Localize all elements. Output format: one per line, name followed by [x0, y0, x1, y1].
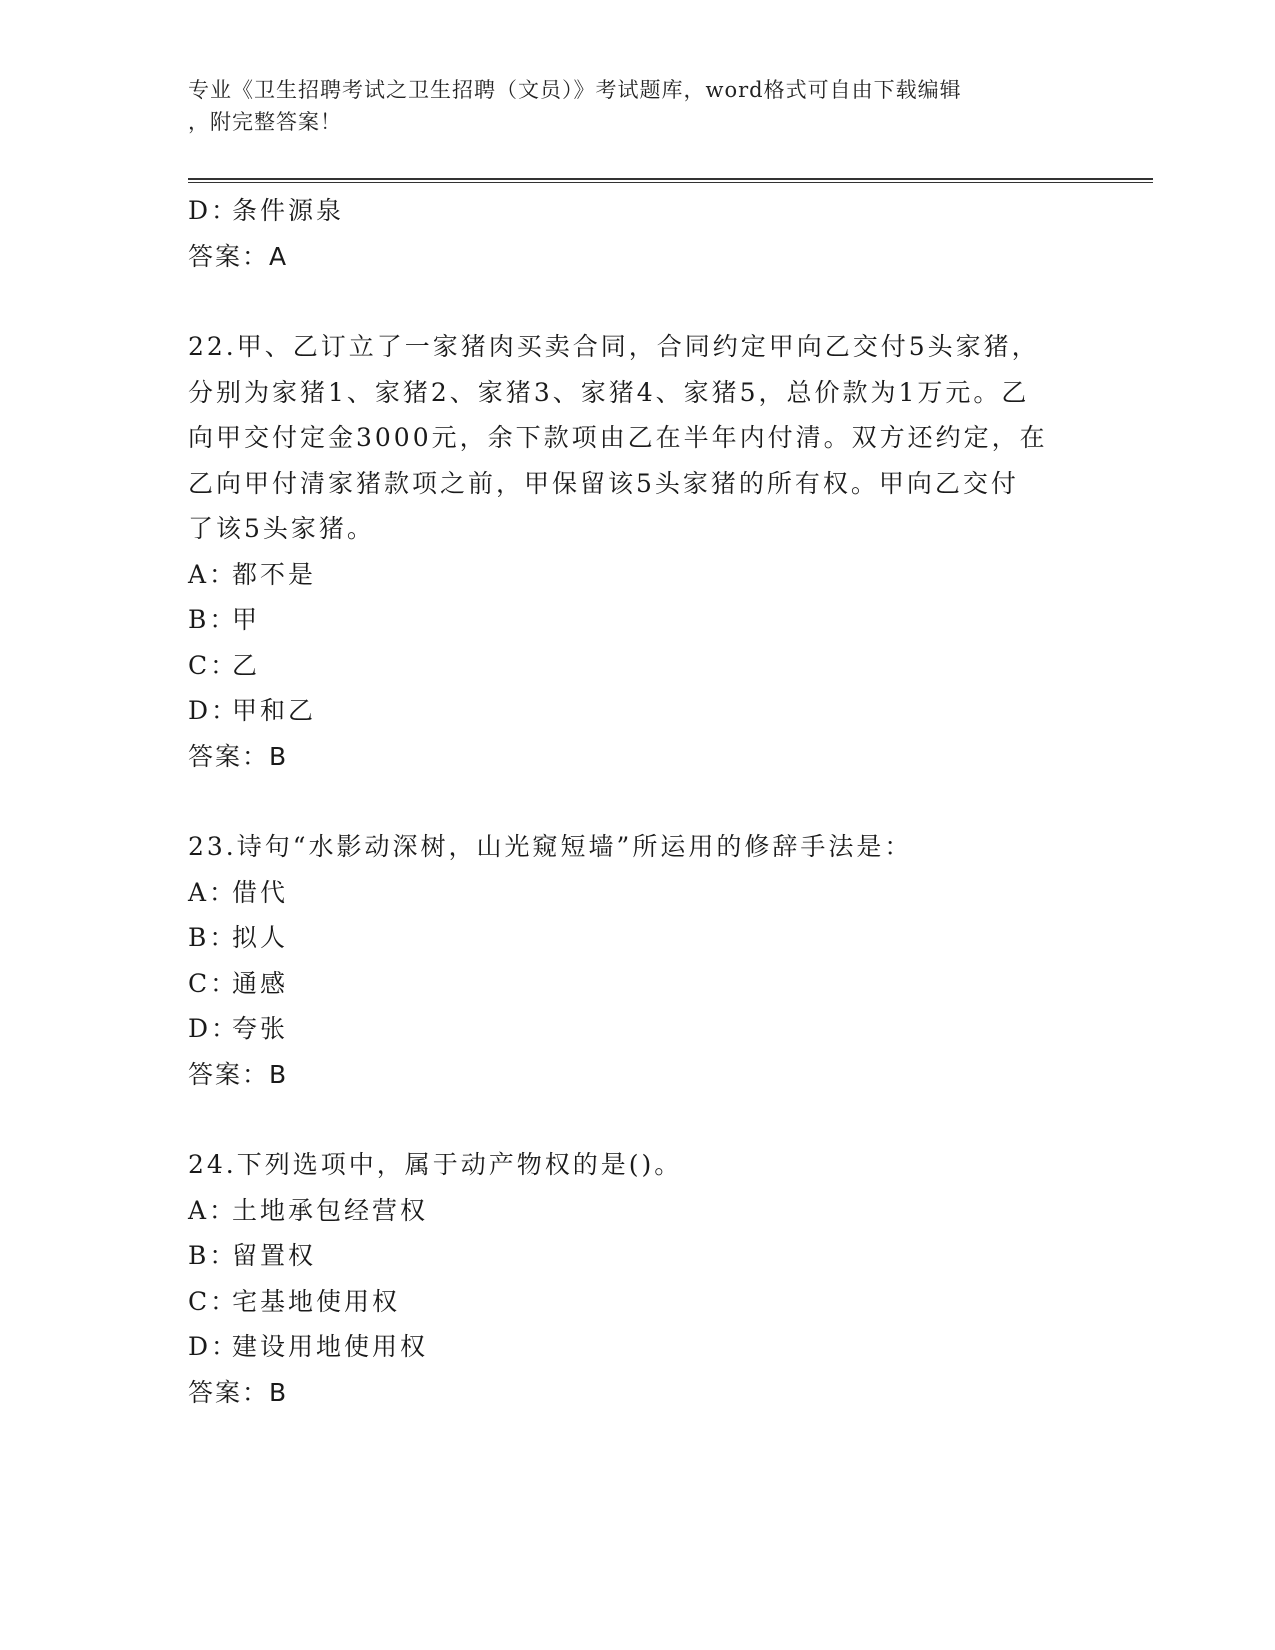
document-header: [188, 74, 1068, 138]
option-c: [188, 1279, 1088, 1325]
option-b: [188, 1233, 1088, 1279]
question-stem-line: 24.下列选项中，属于动产物权的是()。: [188, 1150, 683, 1179]
question-stem-line: 22.甲、乙订立了一家猪肉买卖合同，合同约定甲向乙交付5头家猪，: [188, 332, 1040, 361]
option-key: D：: [188, 196, 240, 225]
option-key: A：: [188, 877, 238, 907]
option-text: 夸张: [232, 1014, 289, 1043]
option-key: C：: [188, 1286, 239, 1316]
option-key: A：: [188, 559, 238, 589]
option-d: [188, 1324, 1088, 1370]
option-text: 乙: [232, 650, 261, 680]
option-text: 拟人: [232, 923, 289, 952]
option-c: [188, 643, 1088, 689]
option-key: B：: [188, 605, 238, 634]
option-text: 留置权: [232, 1241, 317, 1270]
option-d: [188, 688, 1088, 734]
option-b: [188, 597, 1088, 643]
question-stem-line: 乙向甲付清家猪款项之前，甲保留该5头家猪的所有权。甲向乙交付: [188, 468, 1019, 498]
question-stem-line: 分别为家猪1、家猪2、家猪3、家猪4、家猪5，总价款为1万元。乙: [188, 377, 1030, 407]
answer-line: 答案：B: [188, 741, 289, 771]
header-line-2: ，附完整答案！: [188, 110, 342, 134]
option-text: 条件源泉: [232, 196, 345, 225]
option-b: [188, 915, 1088, 961]
question-24: [188, 1142, 1088, 1415]
document-body: [188, 188, 1088, 1415]
option-key: D：: [188, 1014, 240, 1043]
question-22: [188, 324, 1088, 779]
question-stem-line: 了该5头家猪。: [188, 514, 375, 543]
header-line-1: 专业《卫生招聘考试之卫生招聘（文员）》考试题库，word格式可自由下载编辑: [188, 78, 962, 102]
answer-line: 答案：B: [188, 1377, 289, 1407]
option-key: C：: [188, 968, 239, 998]
carryover-option-d: [188, 188, 1088, 234]
option-a: [188, 870, 1088, 916]
option-c: [188, 961, 1088, 1007]
option-text: 借代: [232, 877, 289, 907]
option-a: [188, 1188, 1088, 1234]
option-key: C：: [188, 650, 239, 680]
option-key: D：: [188, 696, 240, 725]
option-a: [188, 552, 1088, 598]
question-23: [188, 824, 1088, 1097]
question-stem-line: 23.诗句“水影动深树，山光窥短墙”所运用的修辞手法是：: [188, 832, 913, 861]
option-key: A：: [188, 1195, 238, 1225]
answer-line: 答案：B: [188, 1059, 289, 1089]
option-text: 建设用地使用权: [232, 1332, 429, 1361]
option-text: 都不是: [232, 559, 317, 589]
carryover-answer: 答案：A: [188, 241, 289, 271]
header-divider-thin: [188, 182, 1153, 183]
option-key: B：: [188, 1241, 238, 1270]
option-key: B：: [188, 923, 238, 952]
question-stem-line: 向甲交付定金3000元，余下款项由乙在半年内付清。双方还约定，在: [188, 423, 1048, 452]
option-key: D：: [188, 1332, 240, 1361]
option-text: 土地承包经营权: [232, 1195, 429, 1225]
option-text: 通感: [232, 968, 289, 998]
option-text: 宅基地使用权: [232, 1286, 401, 1316]
option-d: [188, 1006, 1088, 1052]
option-text: 甲: [232, 605, 261, 634]
header-divider-thick: [188, 178, 1153, 180]
option-text: 甲和乙: [232, 696, 317, 725]
